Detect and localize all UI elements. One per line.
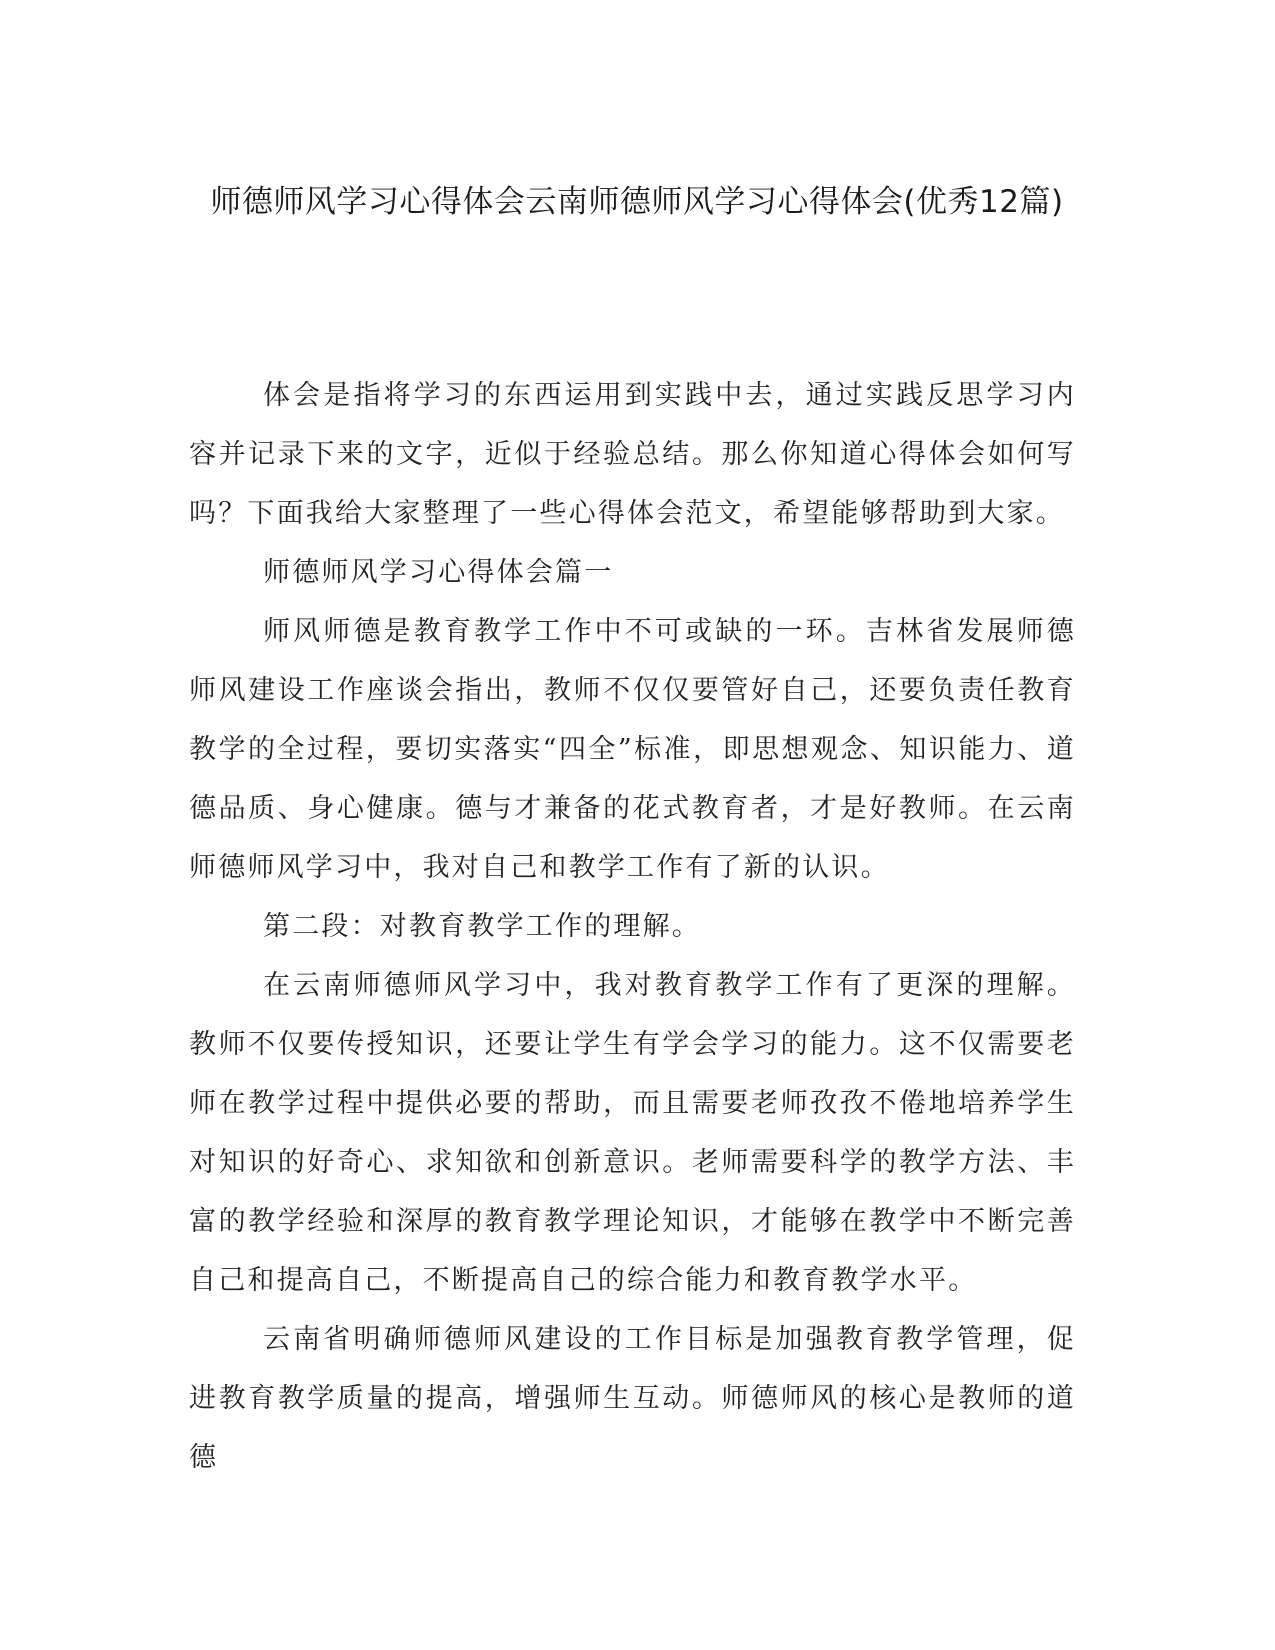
paragraph-intro: 体会是指将学习的东西运用到实践中去，通过实践反思学习内容并记录下来的文字，近似于经验总结。那么你知道心得体会如何写吗？下面我给大家整理了一些心得体会范文，希望能够帮助到大家。	[189, 380, 1076, 529]
document-body	[189, 366, 1076, 1487]
paragraph-teacher-ethics: 师风师德是教育教学工作中不可或缺的一环。吉林省发展师德师风建设工作座谈会指出，教师不仅仅要管好自己，还要负责任教育教学的全过程，要切实落实“四全”标准，即思想观念、知识能力、道德品质、身心健康。德与才兼备的花式教育者，才是好教师。在云南师德师风学习中，我对自己和教学工作有了新的认识。	[189, 616, 1076, 883]
paragraph-yunnan-goals: 云南省明确师德师风建设的工作目标是加强教育教学管理，促进教育教学质量的提高，增强师生互动。师德师风的核心是教师的道德	[189, 1324, 1076, 1473]
section-heading-part-one: 师德师风学习心得体会篇一	[263, 557, 614, 588]
section-heading-second: 第二段：对教育教学工作的理解。	[263, 911, 701, 942]
document-title: 师德师风学习心得体会云南师德师风学习心得体会(优秀12篇)	[210, 184, 1064, 220]
paragraph-understanding: 在云南师德师风学习中，我对教育教学工作有了更深的理解。教师不仅要传授知识，还要让学生有学会学习的能力。这不仅需要老师在教学过程中提供必要的帮助，而且需要老师孜孜不倦地培养学生对知识的好奇心、求知欲和创新意识。老师需要科学的教学方法、丰富的教学经验和深厚的教育教学理论知识，才能够在教学中不断完善自己和提高自己，不断提高自己的综合能力和教育教学水平。	[189, 970, 1076, 1296]
